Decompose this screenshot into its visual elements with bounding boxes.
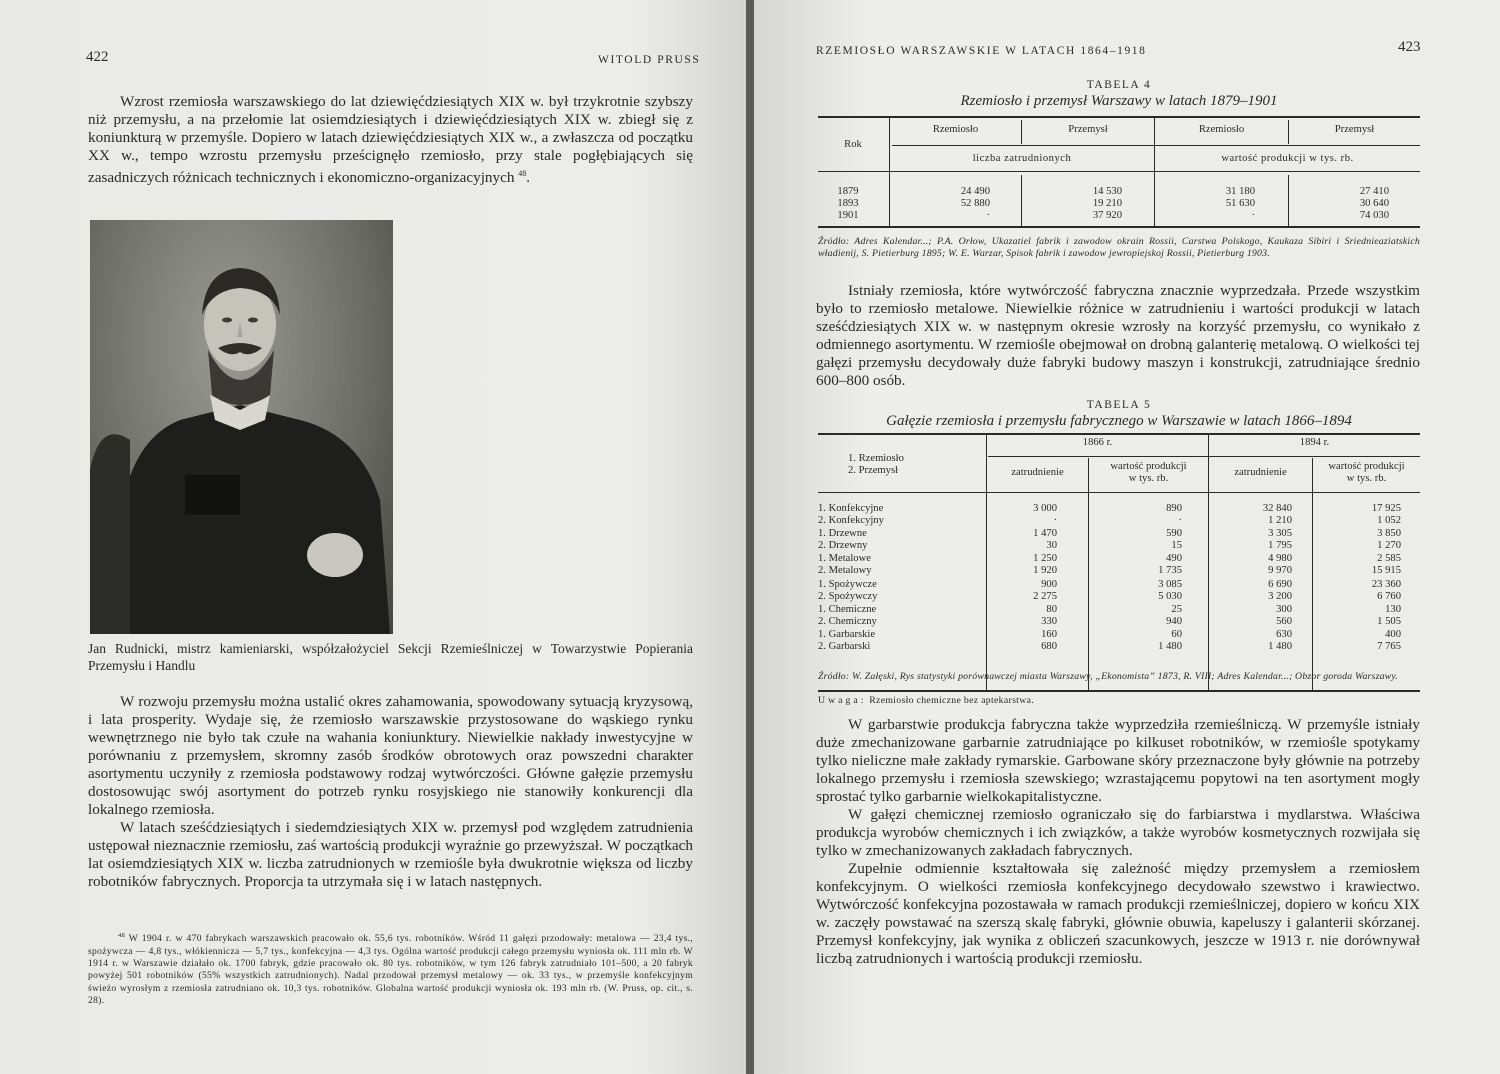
table4-title: Rzemiosło i przemysł Warszawy w latach 1879–1901 bbox=[960, 93, 1278, 109]
table5-row-5-val-1866: 25 940 bbox=[1166, 603, 1182, 627]
table5-row-1-val-1866: 890 · bbox=[1166, 503, 1182, 526]
table4-rok-header: Rok bbox=[844, 139, 862, 150]
table4-years: 1879 1893 1901 bbox=[837, 186, 859, 221]
table5-row-2-emp-1894: 3 305 1 795 bbox=[1268, 528, 1292, 552]
table5-title: Gałęzie rzemiosła i przemysłu fabrycznego w Warszawie w latach 1866–1894 bbox=[886, 413, 1352, 429]
right-body-text bbox=[816, 716, 1420, 968]
table5-row-4-branch-names: 1. Spożywcze 2. Spożywczy bbox=[818, 578, 878, 602]
table5-row-4-emp-1894: 6 690 3 200 bbox=[1268, 578, 1292, 602]
table5-year-1866: 1866 r. bbox=[1082, 437, 1113, 448]
right-page bbox=[754, 0, 1500, 1074]
intro-paragraph: Wzrost rzemiosła warszawskiego do lat dziewięćdziesiątych XIX w. był trzykrotnie szybszy niż przemysłu, a na przełomie lat osiemdziesiątych i dziewięćdziesiątych XIX w. zbiegł się z koniunkturą w przemyśle. Dopiero w latach dziewięćdziesiątych XIX w., a zwłaszcza od początku XX w., tempo wzrostu przemysłu prześcignęło rzemiosło, przy stale pogłębiających się zasadniczych różnicach technicznych i ekonomiczno-organizacyjnych $^{48}$. bbox=[88, 93, 693, 187]
right-paragraph-1: Istniały rzemiosła, które wytwórczość fabryczna znacznie wyprzedzała. Przede wszystkim było to rzemiosło metalowe. Niewielkie różnice w zatrudnieniu i wartości produkcji w latach sześćdziesiątych XIX w. w następnym okresie wzrosły na korzyść przemysłu, co wynikało z odmiennego asortymentu. W rzemiośle obejmował on drobną galanterię metalową. O wielkości tej gałęzi przemysłu decydowały duże fabryki budowy maszyn i konstrukcji, zatrudniające średnio 600–800 osób. bbox=[816, 282, 1420, 389]
table5-row-4-val-1866: 3 085 5 030 bbox=[1158, 578, 1182, 602]
left-page bbox=[0, 0, 746, 1074]
table4-label: TABELA 4 bbox=[1086, 79, 1152, 91]
table5-row-3-val-1894: 2 585 15 915 bbox=[1371, 553, 1401, 577]
book-gutter bbox=[746, 0, 754, 1074]
table5-row-1-emp-1866: 3 000 · bbox=[1033, 503, 1057, 526]
table4-val-craft: 31 180 51 630 · bbox=[1225, 186, 1255, 221]
table4-header-ind-2: Przemysł bbox=[1334, 124, 1375, 135]
table5-val-1894-header: wartość produkcji w tys. rb. bbox=[1328, 461, 1405, 484]
paragraph-2: W rozwoju przemysłu można ustalić okres zahamowania, spowodowany sytuacją kryzysową, i lata prosperity. Wydaje się, że rzemiosło warszawskie przystosowane do wąskiego rynku wewnętrznego nie było tak czułe na wahania koniunktury. Niewielkie nakłady inwestycyjne w porównaniu z przemysłem, skromny zasób środków obrotowych oraz powszedni charakter asortymentu uczyniły z rzemiosła podstawowy rodzaj wytwórczości. Główne gałęzie przemysłu dostosowując swój asortyment do potrzeb rynku rosyjskiego nie stanowiły konkurencji dla lokalnego rzemiosła. bbox=[88, 693, 693, 818]
footnote-48: $^{48}$ W 1904 r. w 470 fabrykach warszawskich pracowało ok. 55,6 tys. robotników. Wśród 11 gałęzi przodowały: metalowa — 23,4 tys., spożywcza — 4,8 tys., włókiennicza — 5,7 tys., konfekcyjna — 4,3 tys. Ogólna wartość produkcji całego przemysłu wyniosła ok. 111 mln rb. W 1914 r. w Warszawie działało ok. 1700 fabryk, gdzie pracowało ok. 80 tys. robotników, w tym 126 fabryk zatrudniało 101–500, a 20 fabryk powyżej 501 robotników (55% wszystkich zatrudnionych). Nadal przodował przemysł metalowy — ok. 33 tys., w przemyśle konfekcyjnym świeżo wyrosłym z rzemiosła zatrudniano ok. 10,3 tys. robotników. Globalna wartość produkcji wyniosła ok. 193 mln rb. (W. Pruss, op. cit., s. 28). bbox=[88, 932, 693, 1007]
table5-row-6-val-1866: 60 1 480 bbox=[1158, 629, 1182, 652]
table4-group-employment: liczba zatrudnionych bbox=[972, 153, 1072, 164]
page-number-left: 422 bbox=[86, 49, 109, 65]
table5-row-1-emp-1894: 32 840 1 210 bbox=[1262, 503, 1292, 526]
page-number-right: 423 bbox=[1398, 39, 1421, 55]
table4-header-craft-1: Rzemiosło bbox=[932, 124, 979, 135]
left-body-text bbox=[88, 693, 693, 891]
table5-row-3-emp-1866: 1 250 1 920 bbox=[1033, 553, 1057, 577]
right-paragraph-2: W garbarstwie produkcja fabryczna także wyprzedziła rzemieślniczą. W przemyśle istniały duże zmechanizowane garbarnie zatrudniające po kilkuset robotników, w rzemiośle spotykamy tylko nieliczne małe zakłady rymarskie. Garbowane skóry przeznaczone były głównie na potrzeby lokalnego przemysłu i rzemiosła szewskiego; wzrastającemu popytowi na ten asortyment mogły sprostać tylko garbarnie wielkokapitalistyczne. bbox=[816, 716, 1420, 805]
table5-note-text: Rzemiosło chemiczne bez aptekarstwa. bbox=[869, 695, 1034, 706]
table4-emp-craft: 24 490 52 880 · bbox=[960, 186, 990, 221]
right-paragraph-3: W gałęzi chemicznej rzemiosło ograniczało się do farbiarstwa i mydlarstwa. Właściwa produkcja wyrobów chemicznych i ich związków, a także wyrobów kosmetycznych rozwijała się tylko w zmechanizowanych zakładach fabrycznych. bbox=[816, 806, 1420, 859]
table5-row-3-emp-1894: 4 980 9 970 bbox=[1268, 553, 1292, 577]
table4-header-craft-2: Rzemiosło bbox=[1198, 124, 1245, 135]
table5-year-1894: 1894 r. bbox=[1299, 437, 1330, 448]
table5-row-6-emp-1894: 630 1 480 bbox=[1268, 629, 1292, 652]
table5-row-3-val-1866: 490 1 735 bbox=[1158, 553, 1182, 577]
table5-corner: 1. Rzemiosło 2. Przemysł bbox=[848, 453, 904, 476]
table5-row-1-val-1894: 17 925 1 052 bbox=[1371, 503, 1401, 526]
table5-row-5-emp-1866: 80 330 bbox=[1041, 603, 1057, 627]
table5-row-2-val-1866: 590 15 bbox=[1166, 528, 1182, 552]
table5-note bbox=[818, 695, 1420, 706]
right-paragraph-4: Zupełnie odmiennie kształtowała się zależność między przemysłem a rzemiosłem konfekcyjnym. O wielkości rzemiosła konfekcyjnego decydowało szewstwo i krawiectwo. Wytwórczość konfekcyjna pozostawała w ramach produkcji rzemieślniczej, dopiero w końcu XIX w. zaczęły powstawać na szerszą skalę fabryki, głównie obuwia, kapeluszy i galanterii skórzanej. Przemysł konfekcyjny, jak wynika z obliczeń szacunkowych, jeszcze w 1913 r. nie dorównywał liczbą zatrudnionych i wartością produkcji rzemiosłu. bbox=[816, 860, 1420, 967]
table5-emp-1866-header: zatrudnienie bbox=[1011, 467, 1064, 478]
table4-val-ind: 27 410 30 640 74 030 bbox=[1359, 186, 1389, 221]
table5-row-6-emp-1866: 160 680 bbox=[1041, 629, 1057, 652]
running-head-left: WITOLD PRUSS bbox=[598, 54, 701, 66]
table5-label: TABELA 5 bbox=[1086, 399, 1152, 411]
photo-caption: Jan Rudnicki, mistrz kamieniarski, współzałożyciel Sekcji Rzemieślniczej w Towarzystwie Popierania Przemysłu i Handlu bbox=[88, 641, 693, 673]
table5-row-5-branch-names: 1. Chemiczne 2. Chemiczny bbox=[818, 603, 877, 627]
table5-row-6-branch-names: 1. Garbarskie 2. Garbarski bbox=[818, 629, 876, 652]
table5-row-5-emp-1894: 300 560 bbox=[1276, 603, 1292, 627]
table5-row-2-branch-names: 1. Drzewne 2. Drzewny bbox=[818, 528, 868, 552]
table4-source: Źródło: Adres Kalendar...; P.A. Orłow, Ukazatiel fabrik i zawodow okrain Rossii, Carstwa Polskogo, Kaukaza Sibiri i Sriedniеaziatskich władienij, S. Pietierburg 1895; W. E. Warzar, Spisok fabrik i zawodow jewropiejskoj Rossii, Pietierburg 1903. bbox=[818, 236, 1420, 259]
table5-note-label: Uwaga: bbox=[818, 695, 867, 706]
table5-row-5-val-1894: 130 1 505 bbox=[1377, 603, 1401, 627]
table4-header-ind-1: Przemysł bbox=[1068, 124, 1108, 135]
table5-row-4-emp-1866: 900 2 275 bbox=[1033, 578, 1057, 602]
table5-val-1866-header: wartość produkcji w tys. rb. bbox=[1110, 461, 1187, 484]
table5-emp-1894-header: zatrudnienie bbox=[1234, 467, 1287, 478]
table5-row-1-branch-names: 1. Konfekcyjne 2. Konfekcyjny bbox=[818, 503, 884, 526]
table5-row-4-val-1894: 23 360 6 760 bbox=[1371, 578, 1401, 602]
table5-row-3-branch-names: 1. Metalowe 2. Metalowy bbox=[818, 553, 872, 577]
table5-row-6-val-1894: 400 7 765 bbox=[1377, 629, 1401, 652]
table5-row-2-emp-1866: 1 470 30 bbox=[1033, 528, 1057, 552]
paragraph-3: W latach sześćdziesiątych i siedemdziesiątych XIX w. przemysł pod względem zatrudnienia ustępował nieznacznie rzemiosłu, zaś wartością produkcji wyraźnie go przewyższał. W początkach lat osiemdziesiątych XIX w. liczba zatrudnionych w rzemiośle była dwukrotnie większa od liczby robotników fabrycznych. Proporcja ta utrzymała się i w latach następnych. bbox=[88, 819, 693, 890]
table5-source: Źródło: W. Załęski, Rys statystyki porównawczej miasta Warszawy, „Ekonomista” 1873, R. VIII; Adres Kalendar...; Obzor goroda Warszawy. bbox=[818, 671, 1399, 682]
portrait-photo bbox=[90, 220, 393, 634]
table4-group-value: wartość produkcji w tys. rb. bbox=[1221, 153, 1354, 164]
running-head-right: RZEMIOSŁO WARSZAWSKIE W LATACH 1864–1918 bbox=[816, 45, 1147, 57]
table4-emp-ind: 14 530 19 210 37 920 bbox=[1092, 186, 1122, 221]
table5-row-2-val-1894: 3 850 1 270 bbox=[1377, 528, 1401, 552]
